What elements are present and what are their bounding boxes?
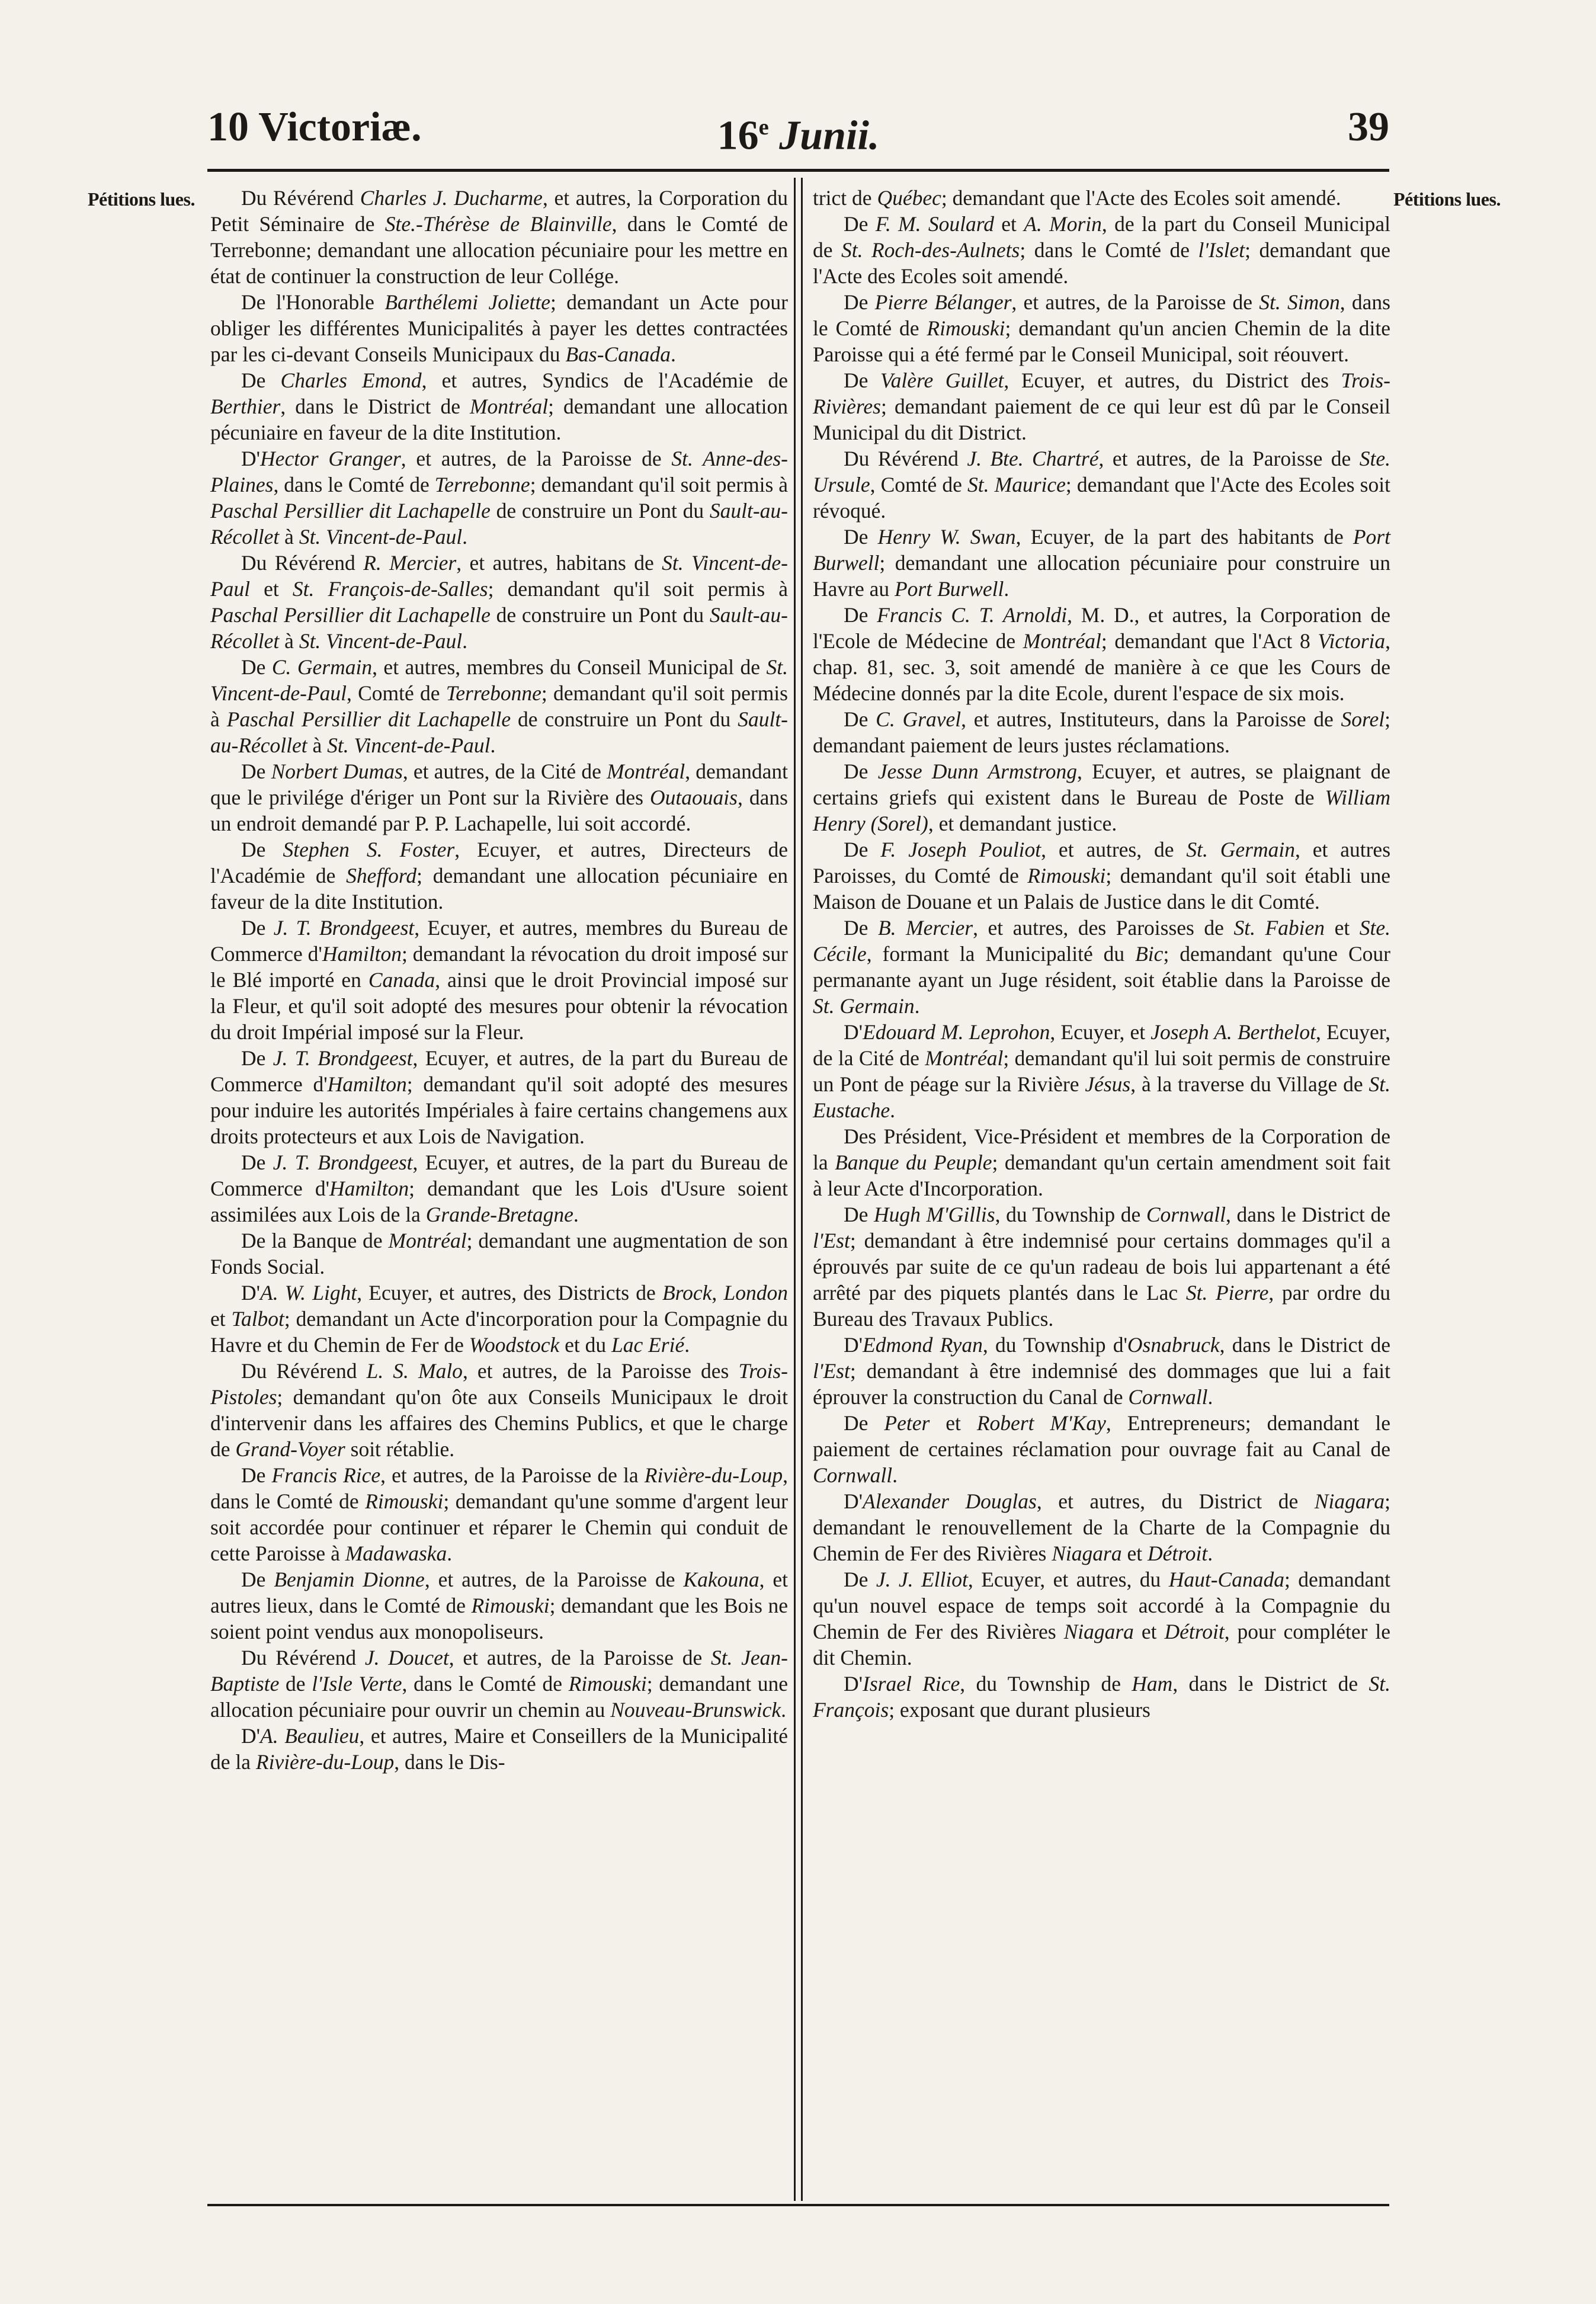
- petition-entry: Du Révérend L. S. Malo, et autres, de la Paroisse des Trois-Pistoles; demandant qu'on ôte aux Conseils Municipaux le droit d'intervenir dans les affaires des Chemins Publics, et que le charge de Grand-Voyer soit rétablie.: [210, 1359, 788, 1461]
- left-column: [210, 185, 788, 1775]
- petition-entry: De l'Honorable Barthélemi Joliette; demandant un Acte pour obliger les différentes Municipalités à payer les dettes contractées par les ci-devant Conseils Municipaux du Bas-Canada.: [210, 290, 788, 366]
- margin-note-left: Pétitions lues.: [88, 188, 195, 210]
- petition-entry: D'A. W. Light, Ecuyer, et autres, des Districts de Brock, London et Talbot; demandant un Acte d'incorporation pour la Compagnie du Havre et du Chemin de Fer de Woodstock et du Lac Erié.: [210, 1281, 789, 1357]
- petition-entry: De C. Gravel, et autres, Instituteurs, dans la Paroisse de Sorel; demandant paiement de leurs justes réclamations.: [813, 707, 1390, 757]
- date-superscript: e: [758, 115, 769, 140]
- petition-entry: De Francis Rice, et autres, de la Paroisse de la Rivière-du-Loup, dans le Comté de Rimouski; demandant qu'une somme d'argent leur soit accordée pour continuer et réparer le Chemin qui conduit de cette Paroisse à Madawaska.: [210, 1463, 788, 1565]
- petition-entry: D'Edmond Ryan, du Township d'Osnabruck, dans le District de l'Est; demandant à être indemnisé des dommages que lui a fait éprouver la construction du Canal de Cornwall.: [813, 1333, 1391, 1409]
- petition-entry: De la Banque de Montréal; demandant une augmentation de son Fonds Social.: [210, 1229, 788, 1278]
- petition-entry: Des Président, Vice-Président et membres de la Corporation de la Banque du Peuple; demandant qu'un certain amendment soit fait à leur Acte d'Incorporation.: [813, 1124, 1390, 1200]
- margin-note-right: Pétitions lues.: [1393, 188, 1501, 210]
- petition-entry: De C. Germain, et autres, membres du Conseil Municipal de St. Vincent-de-Paul, Comté de Terrebonne; demandant qu'il soit permis à Paschal Persillier dit Lachapelle de construire un Pont du Sault-au-Récollet à St. Vincent-de-Paul.: [210, 655, 789, 757]
- petition-entry: Du Révérend J. Bte. Chartré, et autres, de la Paroisse de Ste. Ursule, Comté de St. Maurice; demandant que l'Acte des Ecoles soit révoqué.: [813, 447, 1390, 523]
- session-date: [207, 101, 1389, 162]
- petition-entry: D'A. Beaulieu, et autres, Maire et Conseillers de la Municipalité de la Rivière-du-Loup, dans le Dis-: [210, 1724, 788, 1774]
- petition-entry: Du Révérend Charles J. Ducharme, et autres, la Corporation du Petit Séminaire de Ste.-Thérèse de Blainville, dans le Comté de Terrebonne; demandant une allocation pécuniaire pour les mettre en état de continuer la construction de leur Collége.: [210, 186, 789, 288]
- petition-entry: De F. M. Soulard et A. Morin, de la part du Conseil Municipal de St. Roch-des-Aulnets; dans le Comté de l'Islet; demandant que l'Acte des Ecoles soit amendé.: [813, 212, 1391, 288]
- petition-entry: De Jesse Dunn Armstrong, Ecuyer, et autres, se plaignant de certains griefs qui existent dans le Bureau de Poste de William Henry (Sorel), et demandant justice.: [813, 760, 1390, 835]
- petition-entry: De Peter et Robert M'Kay, Entrepreneurs; demandant le paiement de certaines réclamation pour ouvrage fait au Canal de Cornwall.: [813, 1411, 1391, 1487]
- column-divider: [794, 178, 796, 2201]
- petition-entry: De Henry W. Swan, Ecuyer, de la part des habitants de Port Burwell; demandant une allocation pécuniaire pour construire un Havre au Port Burwell.: [813, 525, 1390, 601]
- petition-entry: De Pierre Bélanger, et autres, de la Paroisse de St. Simon, dans le Comté de Rimouski; demandant qu'un ancien Chemin de la dite Paroisse qui a été fermé par le Conseil Municipal, soit réouvert.: [813, 290, 1390, 366]
- petition-entry: De Francis C. T. Arnoldi, M. D., et autres, la Corporation de l'Ecole de Médecine de Montréal; demandant que l'Act 8 Victoria, chap. 81, sec. 3, soit amendé de manière à ce que les Cours de Médecine donnés par la dite Ecole, durent l'espace de six mois.: [813, 603, 1390, 705]
- header-rule: [207, 169, 1389, 172]
- petition-entry: D'Alexander Douglas, et autres, du District de Niagara; demandant le renouvellement de la Charte de la Compagnie du Chemin de Fer des Rivières Niagara et Détroit.: [813, 1489, 1391, 1565]
- date-day: 16: [717, 113, 759, 159]
- petition-entry: De J. J. Elliot, Ecuyer, et autres, du Haut-Canada; demandant qu'un nouvel espace de temps soit accordé à la Compagnie du Chemin de Fer des Rivières Niagara et Détroit, pour compléter le dit Chemin.: [813, 1568, 1391, 1669]
- column-divider: [801, 178, 803, 2201]
- petition-entry: De J. T. Brondgeest, Ecuyer, et autres, de la part du Bureau de Commerce d'Hamilton; demandant que les Lois d'Usure soient assimilées aux Lois de la Grande-Bretagne.: [210, 1151, 788, 1226]
- petition-entry: De J. T. Brondgeest, Ecuyer, et autres, de la part du Bureau de Commerce d'Hamilton; demandant qu'il soit adopté des mesures pour induire les autorités Impériales à faire certains changemens aux droits protecteurs et aux Lois de Navigation.: [210, 1046, 788, 1148]
- petition-entry: De J. T. Brondgeest, Ecuyer, et autres, membres du Bureau de Commerce d'Hamilton; demandant la révocation du droit imposé sur le Blé importé en Canada, ainsi que le droit Provincial imposé sur la Fleur, et qu'il soit adopté des mesures pour obtenir la révocation du droit Impérial imposé sur la Fleur.: [210, 916, 789, 1044]
- petition-entry: De Stephen S. Foster, Ecuyer, et autres, Directeurs de l'Académie de Shefford; demandant une allocation pécuniaire en faveur de la dite Institution.: [210, 838, 788, 914]
- petition-entry: D'Hector Granger, et autres, de la Paroisse de St. Anne-des-Plaines, dans le Comté de Terrebonne; demandant qu'il soit permis à Paschal Persillier dit Lachapelle de construire un Pont du Sault-au-Récollet à St. Vincent-de-Paul.: [210, 447, 789, 549]
- petition-entry: De F. Joseph Pouliot, et autres, de St. Germain, et autres Paroisses, du Comté de Rimouski; demandant qu'il soit établi une Maison de Douane et un Palais de Justice dans le dit Comté.: [813, 838, 1391, 914]
- footer-rule: [207, 2204, 1389, 2206]
- petition-entry: De Hugh M'Gillis, du Township de Cornwall, dans le District de l'Est; demandant à être indemnisé pour certains dommages qu'il a éprouvés par suite de ce qu'un radeau de bois lui appartenant a été arrêté par des piquets plantés dans le Lac St. Pierre, par ordre du Bureau des Travaux Publics.: [813, 1203, 1391, 1331]
- petition-entry: De Charles Emond, et autres, Syndics de l'Académie de Berthier, dans le District de Montréal; demandant une allocation pécuniaire en faveur de la dite Institution.: [210, 368, 788, 444]
- petition-entry: D'Edouard M. Leprohon, Ecuyer, et Joseph A. Berthelot, Ecuyer, de la Cité de Montréal; demandant qu'il lui soit permis de construire un Pont de péage sur la Rivière Jésus, à la traverse du Village de St. Eustache.: [813, 1020, 1390, 1122]
- petition-entry: De B. Mercier, et autres, des Paroisses de St. Fabien et Ste. Cécile, formant la Municipalité du Bic; demandant qu'une Cour permanante ayant un Juge résident, soit établie dans la Paroisse de St. Germain.: [813, 916, 1391, 1018]
- petition-entry: De Benjamin Dionne, et autres, de la Paroisse de Kakouna, et autres lieux, dans le Comté de Rimouski; demandant que les Bois ne soient point vendus aux monopoliseurs.: [210, 1568, 788, 1643]
- petition-entry: Du Révérend J. Doucet, et autres, de la Paroisse de St. Jean-Baptiste de l'Isle Verte, dans le Comté de Rimouski; demandant une allocation pécuniaire pour ouvrir un chemin au Nouveau-Brunswick.: [210, 1646, 788, 1722]
- petition-entry: D'Israel Rice, du Township de Ham, dans le District de St. François; exposant que durant plusieurs: [813, 1672, 1390, 1722]
- petition-entry: De Norbert Dumas, et autres, de la Cité de Montréal, demandant que le privilége d'ériger un Pont sur la Rivière des Outaouais, dans un endroit demandé par P. P. Lachapelle, lui soit accordé.: [210, 760, 788, 835]
- page-header: [207, 101, 1389, 159]
- right-column: [813, 185, 1390, 1723]
- page-number: 39: [1348, 104, 1389, 150]
- petition-entry: De Valère Guillet, Ecuyer, et autres, du District des Trois-Rivières; demandant paiement de ce qui leur est dû par le Conseil Municipal du dit District.: [813, 368, 1390, 444]
- petition-entry: Du Révérend R. Mercier, et autres, habitans de St. Vincent-de-Paul et St. François-de-Salles; demandant qu'il soit permis à Paschal Persillier dit Lachapelle de construire un Pont du Sault-au-Récollet à St. Vincent-de-Paul.: [210, 551, 788, 653]
- regnal-year: 10 Victoriæ.: [207, 104, 422, 150]
- petition-entry: trict de Québec; demandant que l'Acte des Ecoles soit amendé.: [813, 186, 1341, 210]
- date-month: Junii.: [779, 113, 880, 159]
